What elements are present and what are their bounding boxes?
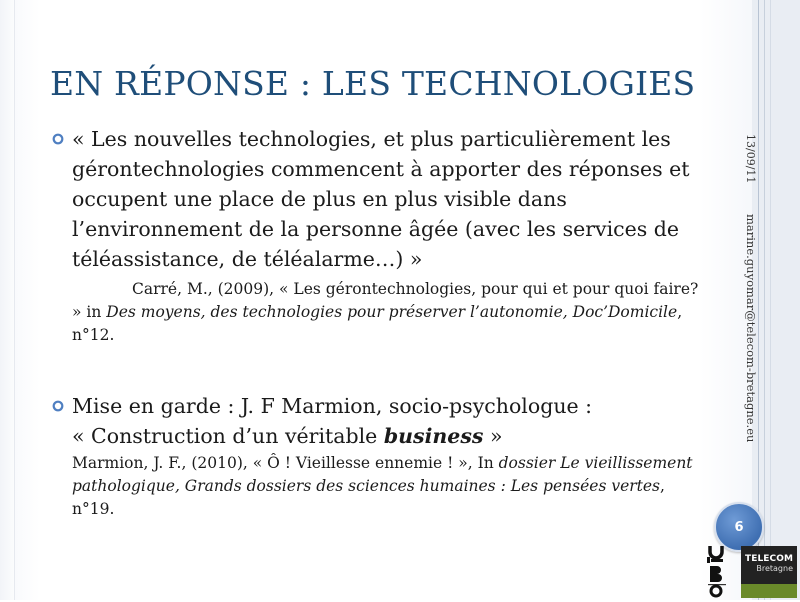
reference-issue: , n°19.: [72, 477, 665, 518]
page-number-badge: 6: [714, 502, 764, 552]
warning-emphasis: business: [383, 424, 484, 448]
quote-paragraph: « Les nouvelles technologies, et plus particulièrement les gérontechnologies commencent à apporter des réponses et occupent une place de plus en plus visible dans l’environnement de la personne âgée (avec les services de téléassistance, de téléalarme…) »: [72, 127, 690, 271]
logo-stripe: [741, 584, 797, 598]
ubo-logo: [698, 544, 734, 598]
warning-quote-start: « Construction d’un véritable: [72, 424, 384, 448]
left-decorative-stripe: [0, 0, 15, 600]
right-panel-line: [770, 0, 771, 600]
reference-text: Carré, M., (2009), « Les gérontechnologies, pour qui et pour quoi faire? » in: [72, 280, 699, 321]
reference-issue: , n°12.: [72, 303, 683, 344]
vertical-date: 13/09/11: [744, 134, 757, 184]
telecom-logo-text: TELECOM: [744, 554, 794, 564]
right-panel-line: [764, 0, 765, 600]
reference-text: Marmion, J. F., (2010), « Ô ! Vieillesse ennemie ! », In: [72, 454, 499, 472]
reference-marmion: [72, 452, 702, 521]
reference-carre: [72, 278, 702, 347]
slide-title: EN RÉPONSE : LES TECHNOLOGIES: [50, 64, 696, 103]
bullet-icon: [52, 400, 64, 412]
vertical-email: marine.guyomar@telecom-bretagne.eu: [744, 214, 758, 443]
warning-line-1: Mise en garde : J. F Marmion, socio-psychologue :: [72, 394, 593, 418]
bretagne-logo-text: Bretagne: [756, 564, 793, 573]
reference-source-title: dossier Le vieillissement pathologique, Grands dossiers des sciences humaines : Les pensées vertes: [72, 454, 693, 495]
telecom-bretagne-logo: [741, 546, 797, 598]
right-decorative-panel: [752, 0, 800, 600]
bullet-icon: [52, 133, 64, 145]
reference-source-title: Des moyens, des technologies pour préserver l’autonomie, Doc’Domicile: [106, 303, 678, 321]
warning-quote-end: »: [483, 424, 503, 448]
warning-paragraph: [72, 391, 712, 451]
warning-line-2: [72, 421, 712, 451]
